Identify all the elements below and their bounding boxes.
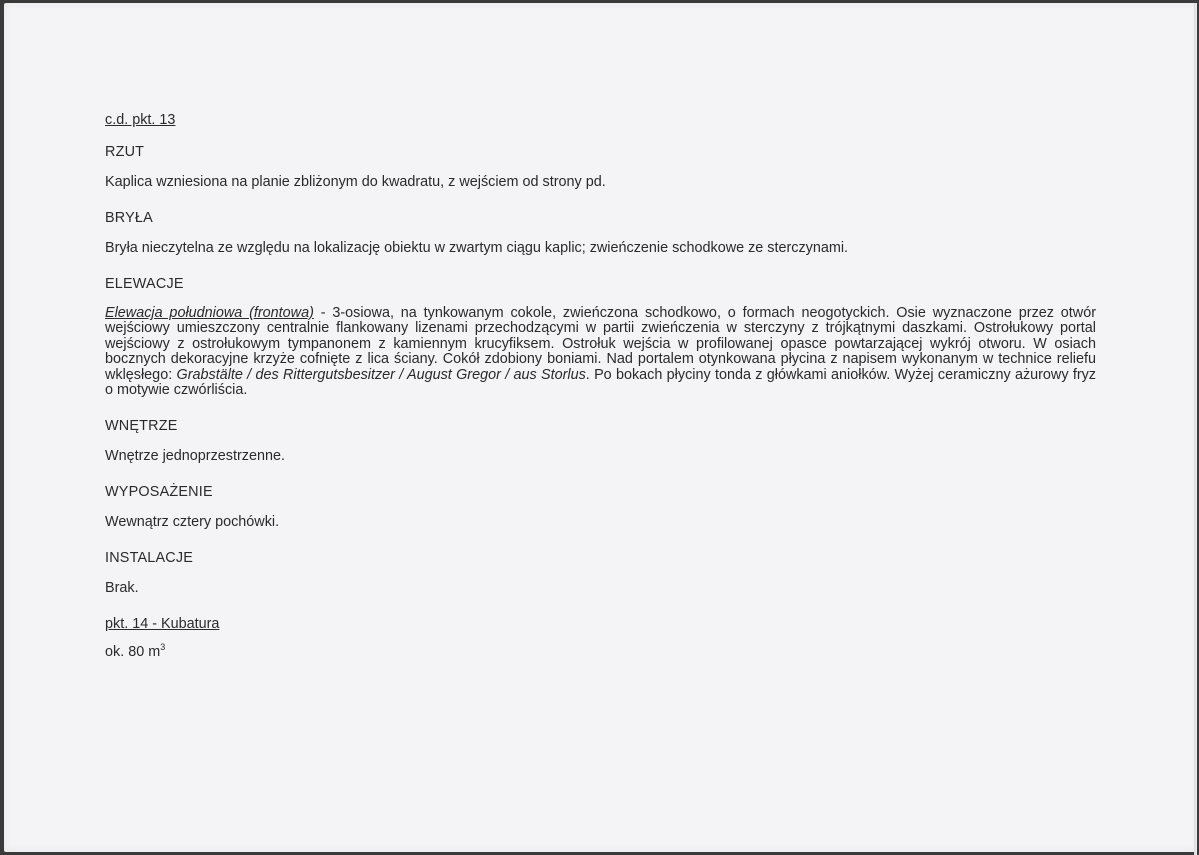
elewacja-text-part2: . Po bokach płyciny tonda z główkami aniołków. Wyżej ceramiczny ażurowy fryz o motywie czwórliścia. [105, 366, 1097, 399]
text-wnetrze: Wnętrze jednoprzestrzenne. [105, 448, 285, 465]
document-content [105, 112, 1096, 680]
heading-bryla: BRYŁA [105, 210, 153, 226]
heading-wyposazenie: WYPOSAŻENIE [105, 484, 213, 501]
kubatura-ref: pkt. 14 - Kubatura [105, 616, 220, 633]
heading-elewacje: ELEWACJE [105, 276, 184, 292]
text-instalacje: Brak. [105, 580, 139, 597]
text-bryla: Bryła nieczytelna ze względu na lokalizację obiektu w zwartym ciągu kaplic; zwieńczenie schodkowe ze sterczynami. [105, 240, 849, 256]
kubatura-value [105, 644, 1096, 660]
text-wyposazenie: Wewnątrz cztery pochówki. [105, 514, 280, 531]
elewacja-text-part1: - 3-osiowa, na tynkowanym cokole, zwieńczona schodkowo, o formach neogotyckich. Osie wyznaczone przez otwór wejściowy umieszczony centralnie flankowany lizenami przechodzącymi w partii zwieńczenia w sterczyny z trójkątnymi daszkami. Ostrołukowy portal wejściowy z ostrołukowym tympanonem z kamiennym krucyfiksem. Ostrołuk wejścia w profilowanej opasce powtarzającej wykrój otworu. W osiach bocznych dekoracyjne krzyże cofnięte z lica ściany. Cokół zdobiony boniami. Nad portalem otynkowana płycina z napisem wykonanym w technice reliefu wklęsłego: [105, 305, 1096, 383]
text-rzut: Kaplica wzniesiona na planie zbliżonym do kwadratu, z wejściem od strony pd. [105, 174, 606, 190]
elewacja-label: Elewacja południowa (frontowa) [105, 305, 314, 321]
heading-rzut: RZUT [105, 144, 145, 160]
kubatura-sup: 3 [160, 642, 166, 653]
card-edge [1194, 3, 1197, 855]
text-elewacje [105, 306, 1096, 398]
document-card [4, 3, 1197, 852]
heading-wnetrze: WNĘTRZE [105, 418, 178, 435]
inscription: Grabstälte / des Rittergutsbesitzer / August Gregor / aus Storlus [176, 366, 586, 383]
section-ref: c.d. pkt. 13 [105, 112, 176, 128]
heading-instalacje: INSTALACJE [105, 550, 194, 567]
kubatura-number: ok. 80 m [105, 644, 161, 661]
